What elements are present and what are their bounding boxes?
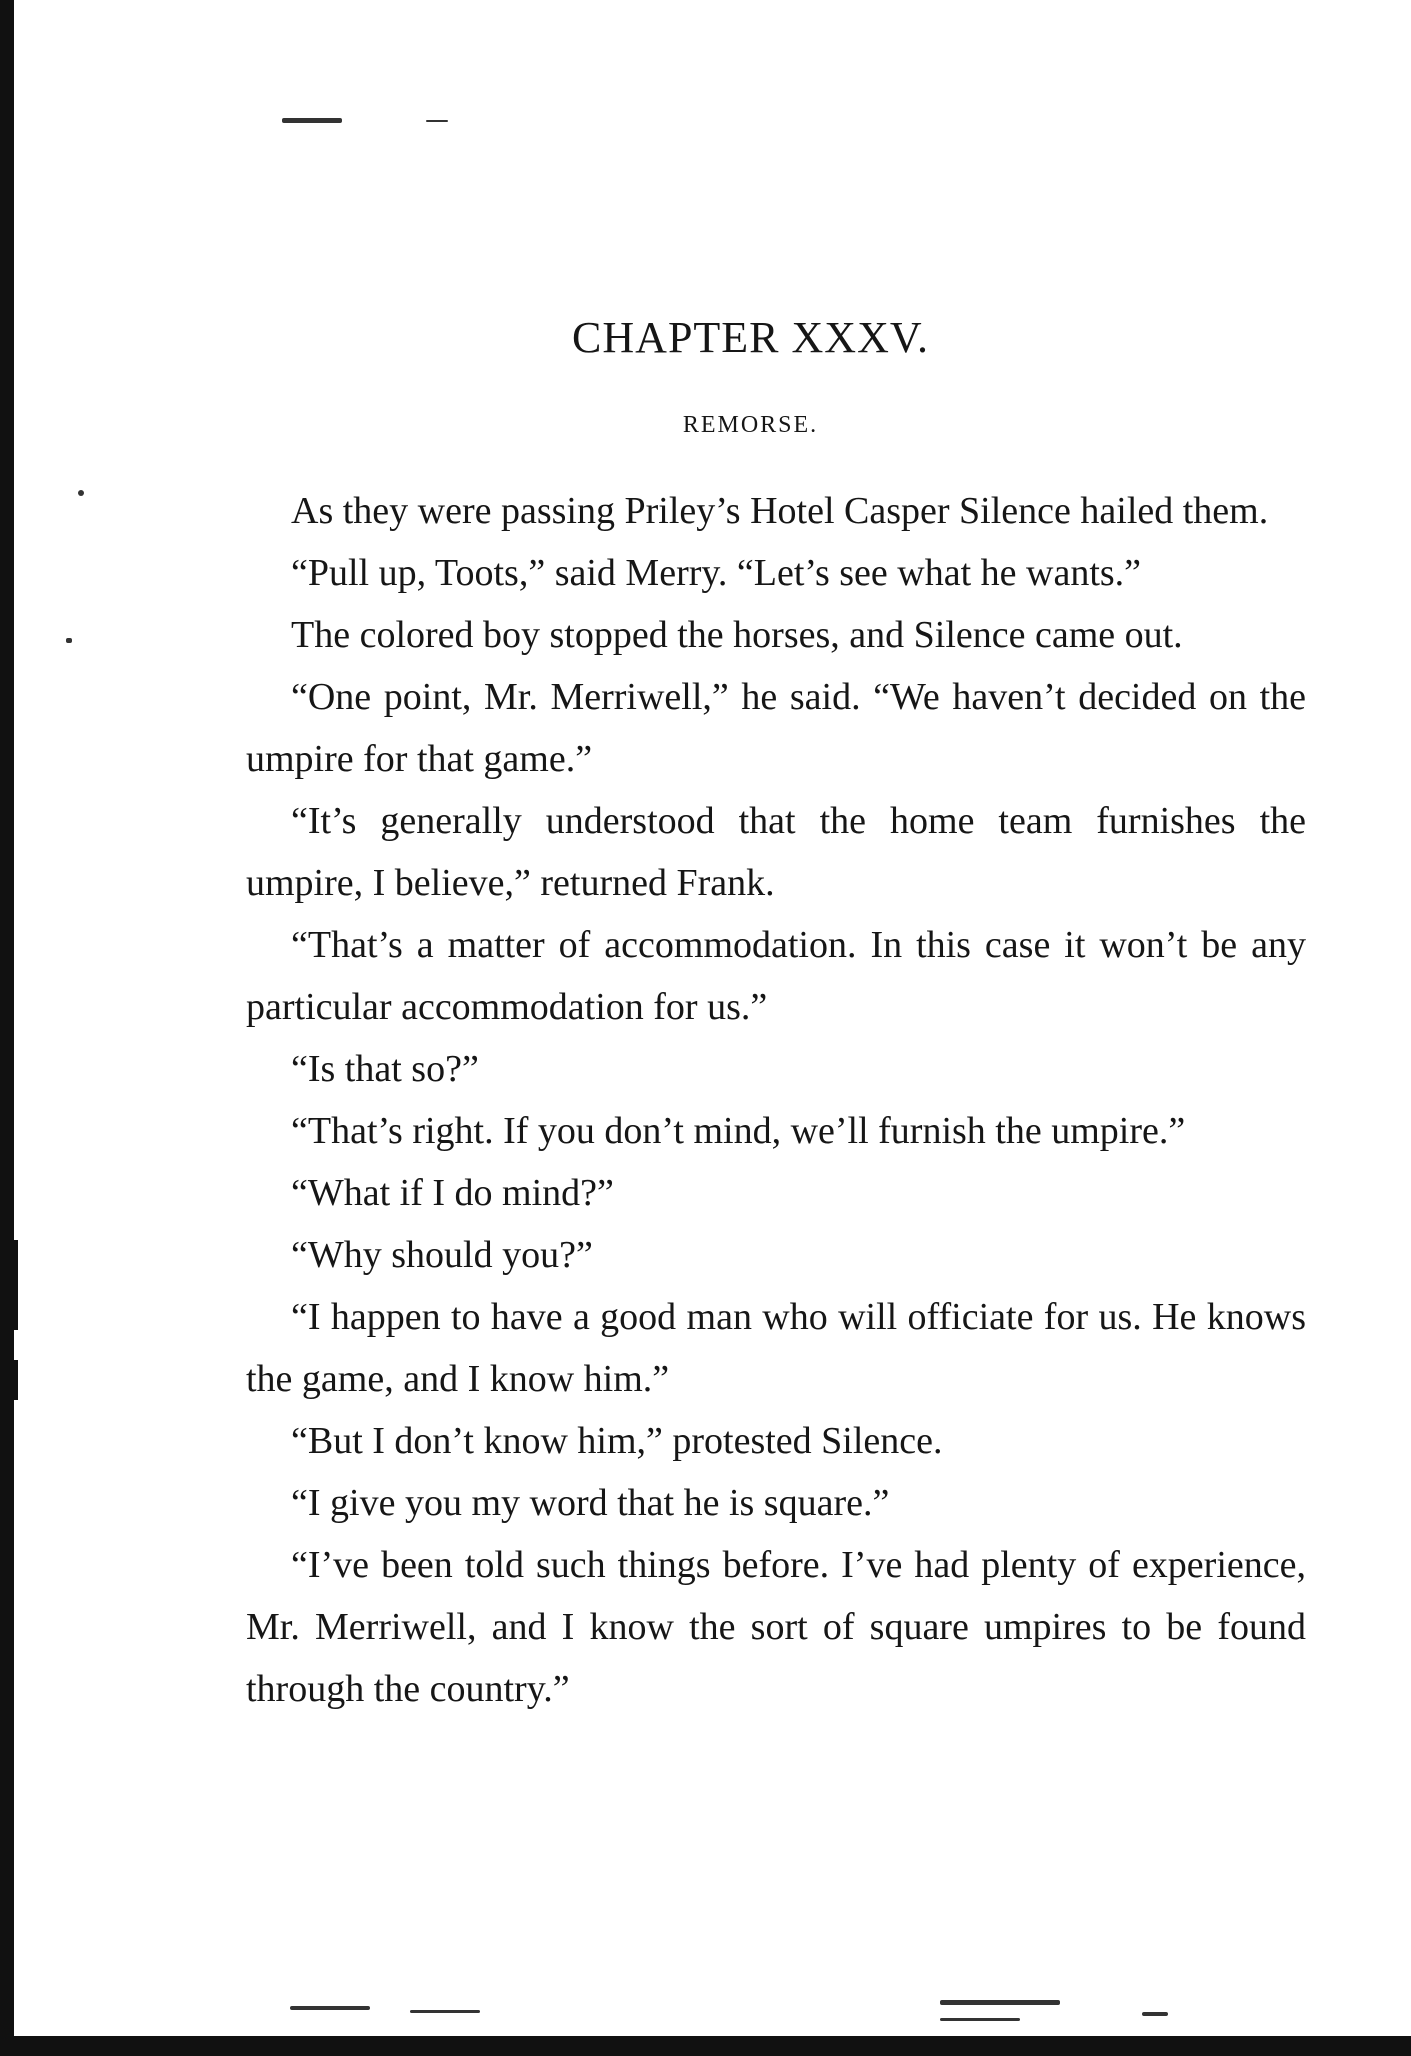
paragraph: “I’ve been told such things before. I’ve had plenty of experience, Mr. Merriwell, and I know the sort of square umpires to be found through the country.” xyxy=(246,1544,1306,1710)
ink-smudge xyxy=(290,2006,370,2010)
page-bottom-edge xyxy=(0,2036,1411,2056)
ink-smudge xyxy=(426,120,448,122)
ink-smudge xyxy=(410,2010,480,2013)
paragraph: “Is that so?” xyxy=(291,1048,479,1090)
paragraph: “That’s right. If you don’t mind, we’ll furnish the umpire.” xyxy=(291,1110,1186,1152)
chapter-subtitle: REMORSE. xyxy=(682,412,819,438)
chapter-title: CHAPTER XXXV. xyxy=(572,313,929,362)
paragraph: “One point, Mr. Merriwell,” he said. “We haven’t decided on the umpire for that game.” xyxy=(246,676,1306,780)
paragraph: “Why should you?” xyxy=(291,1234,593,1276)
ink-dot xyxy=(66,638,72,643)
spine-mark xyxy=(10,1360,18,1400)
paragraph: The colored boy stopped the horses, and Silence came out. xyxy=(291,614,1183,656)
ink-smudge xyxy=(1142,2012,1168,2016)
chapter-body xyxy=(246,480,1306,1720)
paragraph: “That’s a matter of accommodation. In this case it won’t be any particular accommodation for us.” xyxy=(246,924,1306,1028)
ink-dot xyxy=(78,490,84,496)
ink-smudge xyxy=(940,2000,1060,2005)
paragraph: “But I don’t know him,” protested Silence. xyxy=(291,1420,943,1462)
spine-mark xyxy=(10,1240,18,1330)
page-spine-edge xyxy=(0,0,14,2040)
paragraph: “Pull up, Toots,” said Merry. “Let’s see what he wants.” xyxy=(291,552,1142,594)
paragraph: “It’s generally understood that the home team furnishes the umpire, I believe,” returned Frank. xyxy=(246,800,1306,904)
paragraph: “What if I do mind?” xyxy=(291,1172,614,1214)
ink-smudge xyxy=(282,118,342,123)
ink-smudge xyxy=(940,2018,1020,2021)
paragraph: “I give you my word that he is square.” xyxy=(291,1482,890,1524)
paragraph: As they were passing Priley’s Hotel Casper Silence hailed them. xyxy=(291,490,1269,532)
paragraph: “I happen to have a good man who will officiate for us. He knows the game, and I know him.” xyxy=(246,1296,1306,1400)
